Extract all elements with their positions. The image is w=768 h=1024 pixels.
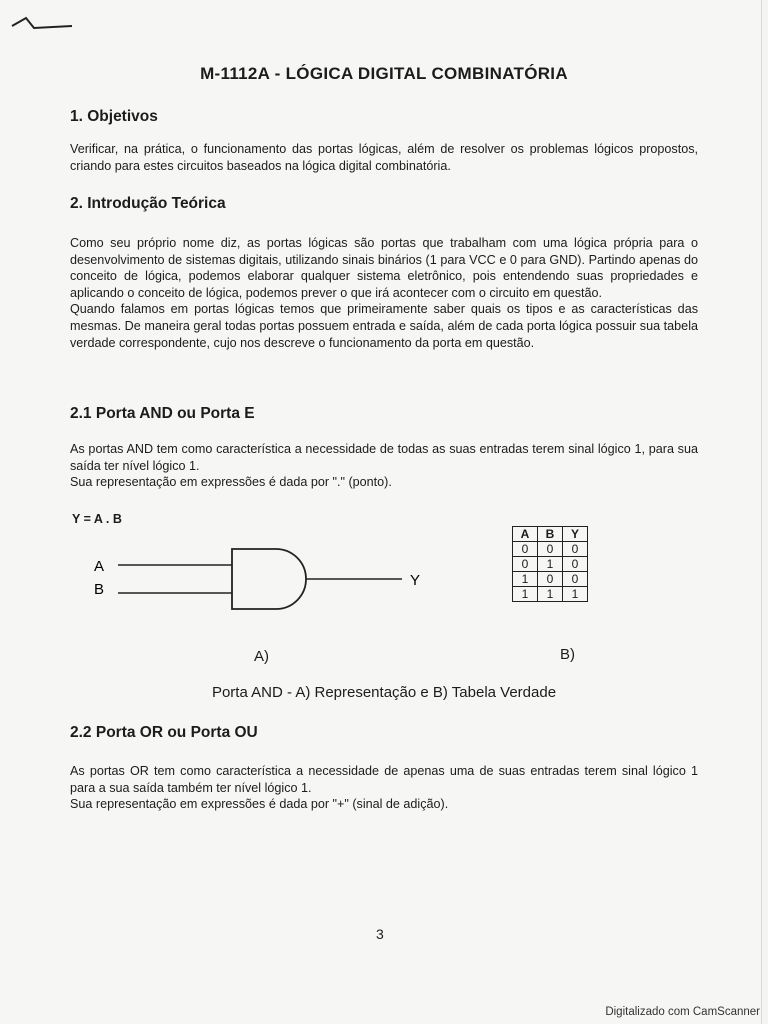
truth-table-cell: 1	[538, 587, 563, 602]
truth-table-header-cell: Y	[563, 527, 588, 542]
truth-table-cell: 0	[538, 542, 563, 557]
heading-objetivos: 1. Objetivos	[70, 108, 158, 125]
and-truth-table	[512, 526, 588, 602]
page-number: 3	[376, 926, 384, 942]
heading-introducao: 2. Introdução Teórica	[70, 195, 226, 212]
introducao-paragraph-2: Quando falamos em portas lógicas temos que primeiramente saber quais os tipos e as características das mesmas. De maneira geral todas portas possuem entrada e saída, além de cada porta lógica possuir sua tabela verdade correspondente, cujo nos descreve o funcionamento da porta em questão.	[70, 302, 698, 350]
gate-input-b-label: B	[94, 581, 105, 598]
truth-table-cell: 0	[563, 542, 588, 557]
truth-table-cell: 1	[513, 587, 538, 602]
truth-table-cell: 0	[538, 572, 563, 587]
introducao-paragraph-1: Como seu próprio nome diz, as portas lógicas são portas que trabalham com uma lógica própria para o desenvolvimento de sistemas digitais, utilizando sinais binários (1 para VCC e 0 para GND). Partindo apenas do conceito de lógica, podemos elaborar qualquer sistema eletrônico, pois entendendo suas propriedades e aplicando o conceito de lógica, podemos prever o que irá acontecer com o circuito em questão.	[70, 236, 698, 300]
scanner-footer: Digitalizado com CamScanner	[605, 1006, 760, 1018]
porta-and-paragraph-1: As portas AND tem como característica a necessidade de todas as suas entradas terem sinal lógico 1, para sua saída ter nível lógico 1.	[70, 442, 698, 473]
porta-or-paragraph-2: Sua representação em expressões é dada por "+" (sinal de adição).	[70, 797, 449, 812]
handwritten-mark-icon	[8, 6, 78, 36]
heading-porta-and: 2.1 Porta AND ou Porta E	[70, 405, 255, 422]
gate-output-label: Y	[410, 572, 421, 589]
truth-table-cell: 1	[513, 572, 538, 587]
introducao-text	[70, 235, 698, 351]
heading-porta-or: 2.2 Porta OR ou Porta OU	[70, 724, 258, 741]
truth-table-cell: 1	[538, 557, 563, 572]
truth-table-cell: 0	[513, 542, 538, 557]
truth-table-row	[513, 557, 588, 572]
figure-label-a: A)	[254, 648, 269, 665]
truth-table-row	[513, 572, 588, 587]
porta-or-text	[70, 763, 698, 813]
gate-input-a-label: A	[94, 558, 105, 575]
and-gate-diagram	[80, 535, 440, 615]
figure-label-b: B)	[560, 646, 575, 663]
truth-table-cell: 1	[563, 587, 588, 602]
truth-table-header-cell: B	[538, 527, 563, 542]
truth-table-cell: 0	[513, 557, 538, 572]
truth-table-row	[513, 542, 588, 557]
porta-and-text	[70, 441, 698, 491]
truth-table-cell: 0	[563, 557, 588, 572]
figure-caption: Porta AND - A) Representação e B) Tabela Verdade	[211, 684, 557, 701]
objetivos-paragraph: Verificar, na prática, o funcionamento das portas lógicas, além de resolver os problemas lógicos propostos, criando para estes circuitos baseados na lógica digital combinatória.	[70, 142, 698, 173]
porta-and-paragraph-2: Sua representação em expressões é dada por "." (ponto).	[70, 475, 392, 490]
document-title: M-1112A - LÓGICA DIGITAL COMBINATÓRIA	[200, 64, 568, 83]
truth-table-header	[513, 527, 588, 542]
objetivos-text	[70, 141, 698, 174]
truth-table-header-cell: A	[513, 527, 538, 542]
and-expression: Y = A . B	[72, 512, 122, 526]
truth-table-cell: 0	[563, 572, 588, 587]
truth-table-row	[513, 587, 588, 602]
and-gate-icon	[232, 549, 306, 609]
porta-or-paragraph-1: As portas OR tem como característica a necessidade de apenas uma de suas entradas terem sinal lógico 1 para a sua saída também ter nível lógico 1.	[70, 764, 698, 795]
